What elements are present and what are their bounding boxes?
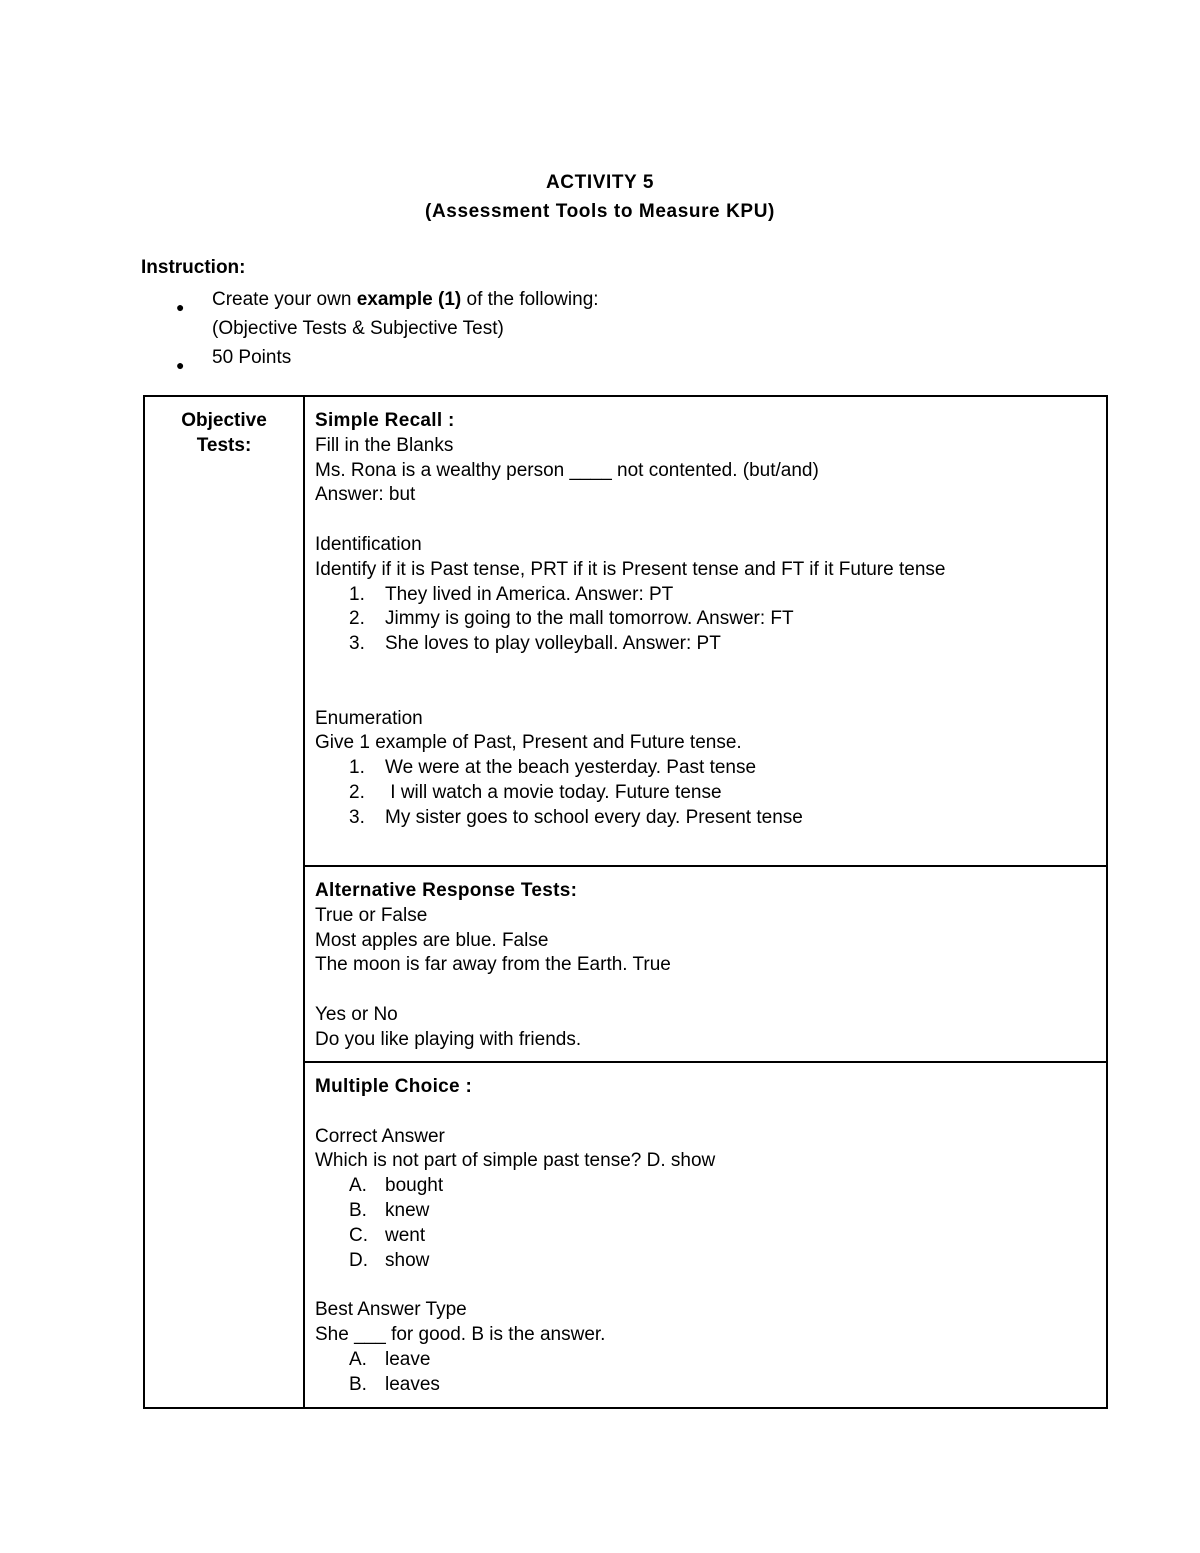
list-item [315,1199,1096,1224]
option-text: knew [385,1199,430,1221]
list-item [315,583,1096,608]
header-line: Tests: [196,434,252,456]
options-list [315,1174,1096,1273]
multiple-choice-cell [304,1062,1107,1408]
instruction-list [176,285,599,372]
item-number: 3. [349,633,365,655]
instruction-continuation [176,314,599,343]
section-heading: Multiple Choice : [315,1076,473,1097]
list-item [315,756,1096,781]
item-text: My sister goes to school every day. Present tense [385,806,803,828]
subsection-title: Enumeration [315,707,423,729]
assessment-table [143,395,1108,1409]
subsection-title: Yes or No [315,1003,398,1025]
subsection-title: True or False [315,904,428,926]
section-heading: Simple Recall : [315,410,455,431]
bullet-icon: ● [176,357,185,373]
subsection-title: Fill in the Blanks [315,434,454,456]
item-number: 2. [349,781,365,803]
list-item [315,1373,1096,1398]
item-text: They lived in America. Answer: PT [385,583,674,605]
instruction-bold: example (1) [356,289,462,310]
header-line: Objective [181,410,267,431]
option-text: show [385,1249,430,1271]
item-number: 2. [349,608,365,630]
list-item [315,1348,1096,1373]
instruction-item [176,285,599,314]
instruction-label: Instruction: [141,257,246,278]
options-list [315,1348,1096,1398]
subsection-title: Best Answer Type [315,1299,467,1321]
section-heading: Alternative Response Tests: [315,880,578,901]
alternative-response-cell [304,866,1107,1062]
option-letter: B. [349,1199,367,1221]
question-text: Do you like playing with friends. [315,1028,582,1050]
question-text: She ___ for good. B is the answer. [315,1323,606,1345]
option-text: went [385,1224,426,1246]
question-text: Most apples are blue. False [315,929,549,951]
document-title: ACTIVITY 5 [545,172,655,193]
item-number: 1. [349,583,365,605]
item-text: She loves to play volleyball. Answer: PT [385,633,721,655]
option-text: bought [385,1175,444,1197]
identification-list [315,583,1096,657]
option-letter: D. [349,1249,368,1271]
enumeration-list [315,756,1096,830]
item-text: Jimmy is going to the mall tomorrow. Answer: FT [385,608,794,630]
item-number: 1. [349,757,365,779]
question-text: The moon is far away from the Earth. True [315,954,671,976]
instruction-text: Create your own [212,289,357,310]
option-letter: B. [349,1373,367,1395]
list-item [315,632,1096,657]
instruction-text: (Objective Tests & Subjective Test) [212,318,504,339]
option-letter: A. [349,1348,367,1370]
subsection-title: Identification [315,533,422,555]
instruction-text: Identify if it is Past tense, PRT if it is Present tense and FT if it Future tense [315,558,946,580]
question-text: Which is not part of simple past tense? D. show [315,1150,716,1172]
list-item [315,1224,1096,1249]
instruction-text: 50 Points [212,347,292,368]
item-number: 3. [349,806,365,828]
subsection-title: Correct Answer [315,1125,445,1147]
list-item [315,806,1096,831]
simple-recall-cell [304,396,1107,866]
question-text: Ms. Rona is a wealthy person ____ not contented. (but/and) [315,459,819,481]
bullet-icon: ● [176,299,185,315]
objective-tests-header [144,396,304,1408]
instruction-text: Give 1 example of Past, Present and Future tense. [315,732,742,754]
option-text: leave [385,1348,431,1370]
option-text: leaves [385,1373,440,1395]
instruction-text: of the following: [461,289,599,310]
list-item [315,1249,1096,1274]
item-text: I will watch a movie today. Future tense [385,781,722,803]
list-item [315,1174,1096,1199]
option-letter: A. [349,1175,367,1197]
document-subtitle: (Assessment Tools to Measure KPU) [425,201,775,222]
item-text: We were at the beach yesterday. Past tense [385,757,757,779]
answer-text: Answer: but [315,484,416,506]
table-row [144,396,1107,866]
option-letter: C. [349,1224,368,1246]
list-item [315,781,1096,806]
instruction-item [176,343,599,372]
list-item [315,607,1096,632]
